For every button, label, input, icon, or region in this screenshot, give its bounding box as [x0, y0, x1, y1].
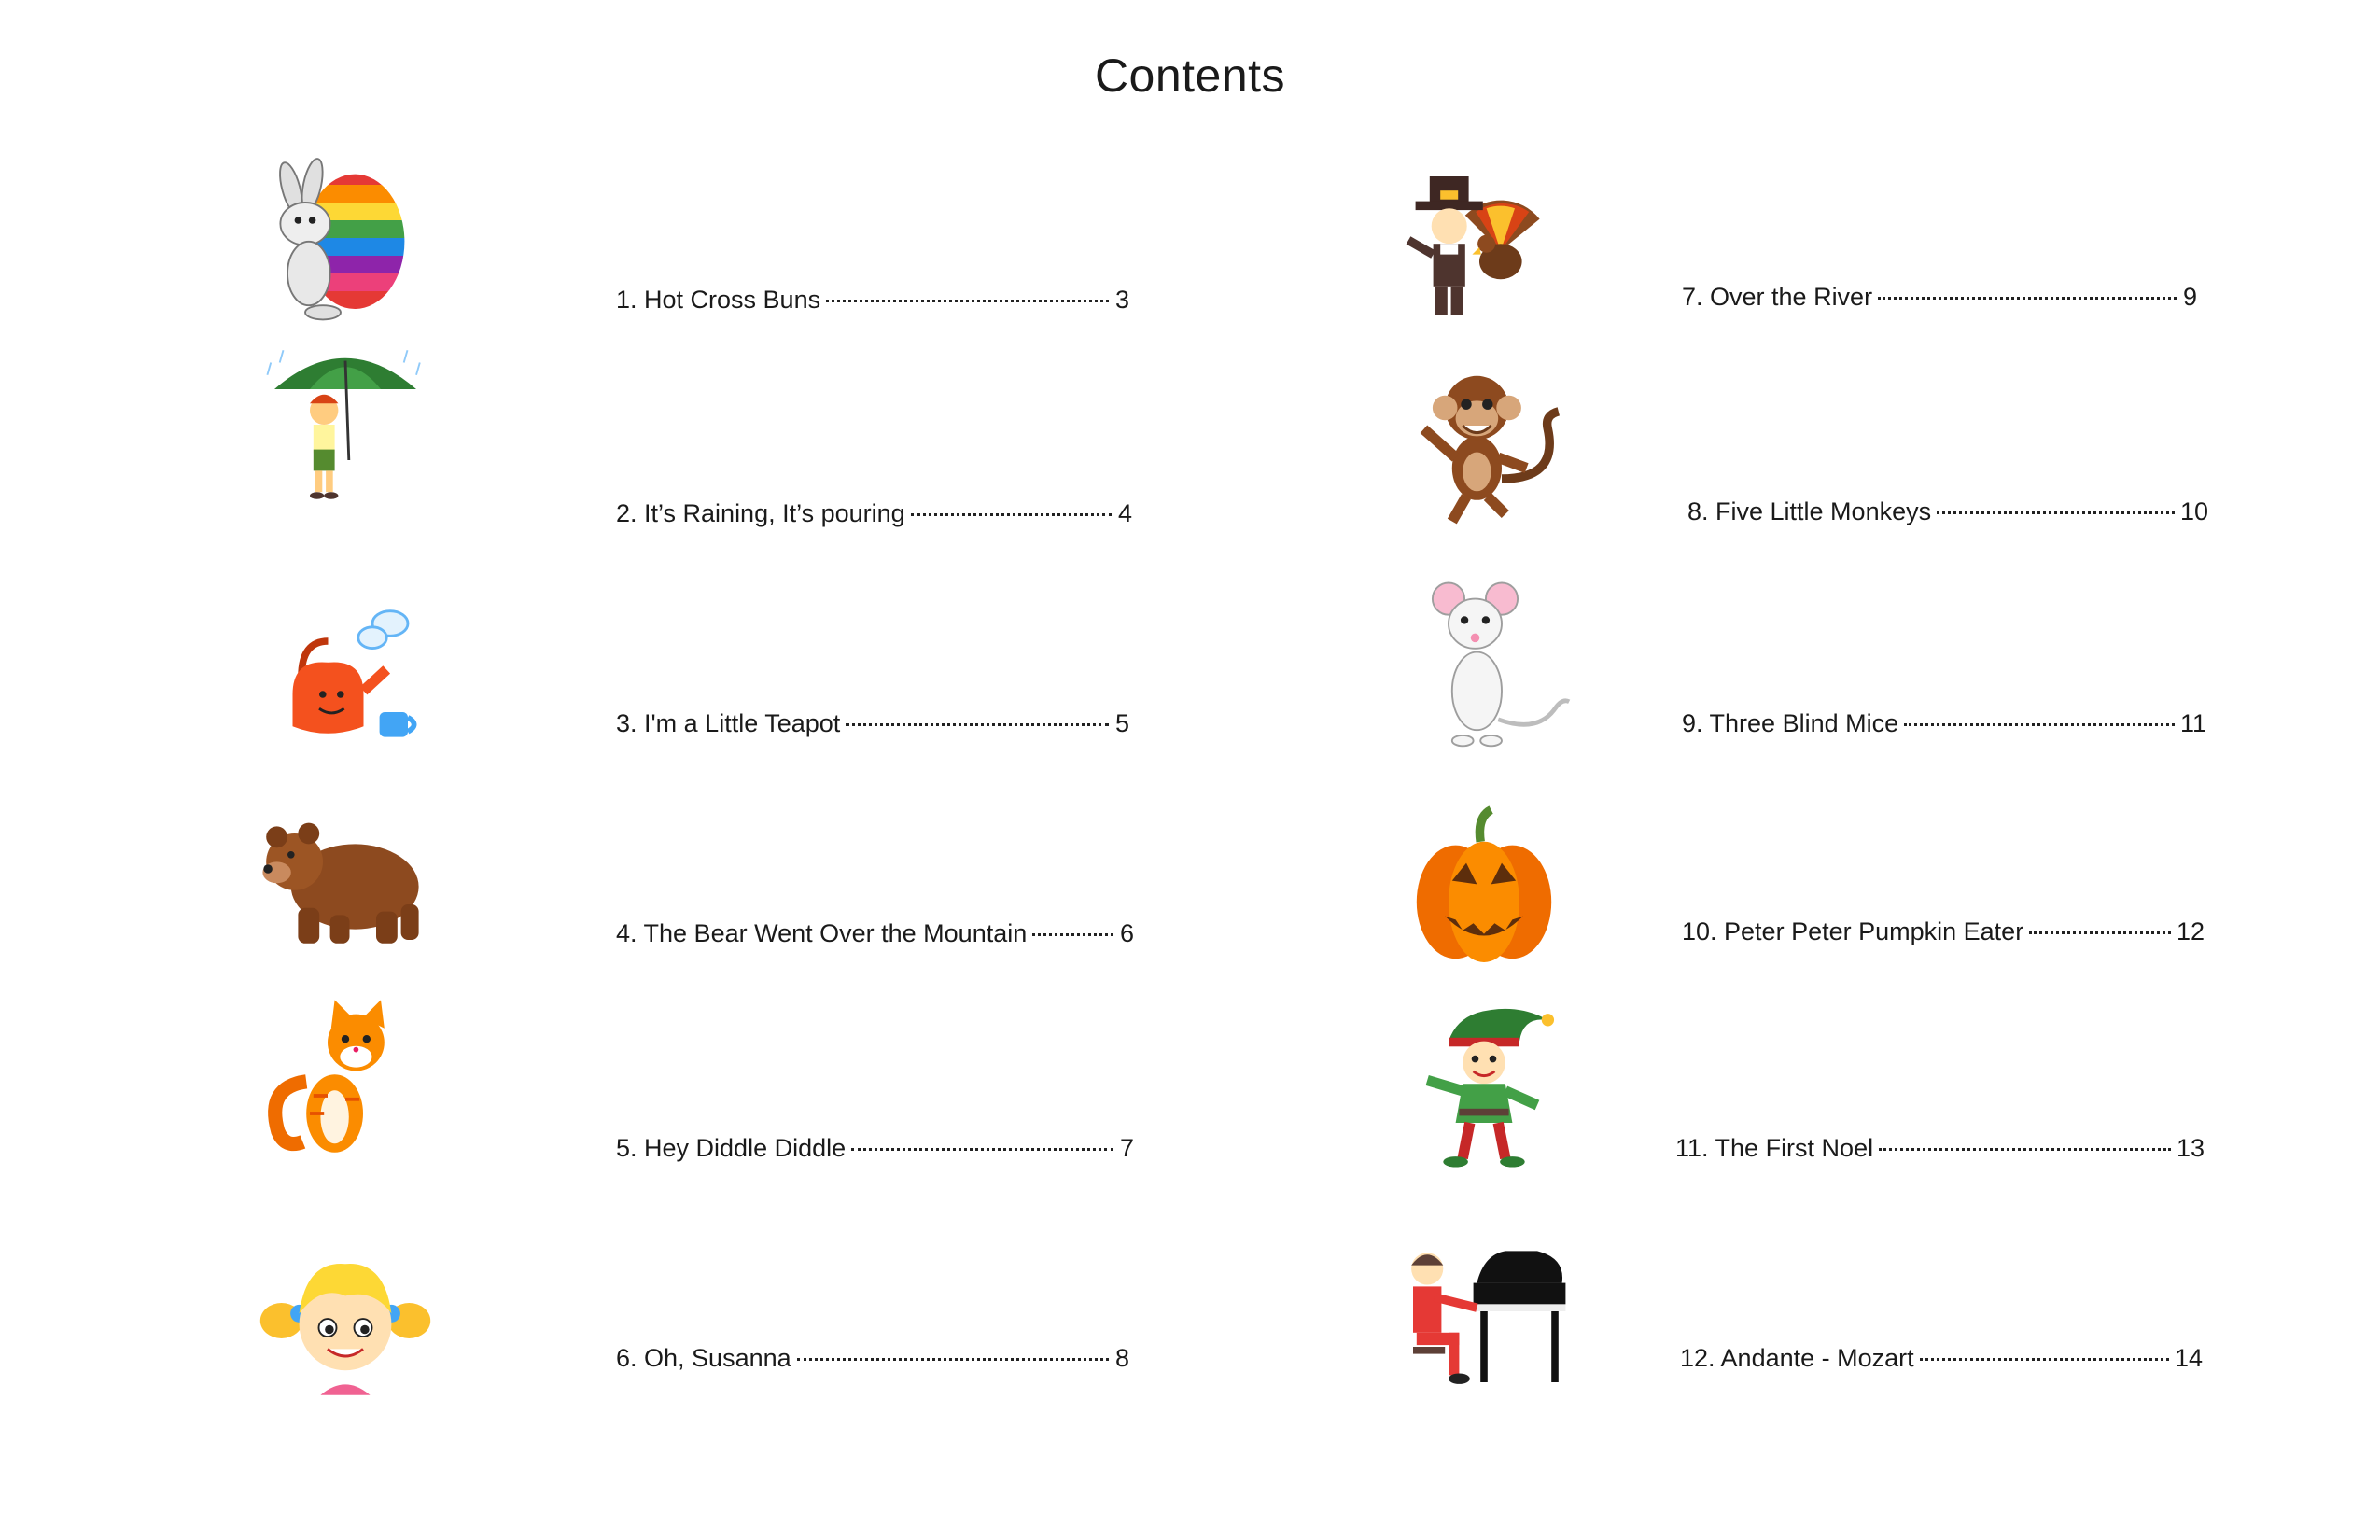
toc-entry-1[interactable] [616, 286, 1129, 315]
dot-leader [1878, 297, 2177, 300]
toc-entry-5[interactable] [616, 1134, 1134, 1163]
entry-title: 7. Over the River [1682, 283, 1873, 311]
page-title: Contents [1094, 49, 1286, 102]
jack-o-lantern-icon [1395, 803, 1573, 980]
entry-page-number: 6 [1119, 919, 1134, 947]
entry-page-number: 3 [1114, 286, 1129, 314]
entry-title: 5. Hey Diddle Diddle [616, 1134, 847, 1162]
dot-leader [1879, 1148, 2171, 1151]
orange-cat-icon [257, 989, 434, 1167]
entry-title: 8. Five Little Monkeys [1687, 497, 1932, 525]
white-mouse-icon [1395, 574, 1573, 751]
dot-leader [1904, 723, 2175, 726]
toc-entry-4[interactable] [616, 919, 1134, 948]
pilgrim-turkey-icon [1391, 159, 1568, 336]
dot-leader [1920, 1358, 2169, 1361]
dot-leader [797, 1358, 1109, 1361]
entry-page-number: 14 [2174, 1344, 2203, 1372]
entry-title: 2. It’s Raining, It’s pouring [616, 499, 905, 527]
entry-page-number: 9 [2182, 283, 2197, 311]
toc-entry-6[interactable] [616, 1344, 1129, 1373]
entry-title: 9. Three Blind Mice [1682, 709, 1899, 737]
entry-page-number: 11 [2179, 709, 2206, 737]
toc-entry-8[interactable] [1687, 497, 2208, 526]
dot-leader [2029, 931, 2171, 934]
girl-pigtails-icon [257, 1232, 434, 1409]
toc-entry-9[interactable] [1682, 709, 2206, 738]
toc-entry-12[interactable] [1680, 1344, 2203, 1373]
toc-entry-2[interactable] [616, 499, 1132, 528]
monkey-icon [1395, 355, 1573, 532]
toc-entry-3[interactable] [616, 709, 1129, 738]
dot-leader [826, 300, 1109, 302]
toc-entry-7[interactable] [1682, 283, 2197, 312]
entry-page-number: 13 [2176, 1134, 2205, 1162]
entry-page-number: 12 [2176, 917, 2205, 945]
entry-page-number: 5 [1114, 709, 1129, 737]
entry-title: 3. I'm a Little Teapot [616, 709, 841, 737]
dot-leader [1032, 933, 1113, 936]
entry-page-number: 10 [2179, 497, 2208, 525]
boy-umbrella-rain-icon [257, 336, 434, 513]
christmas-elf-icon [1395, 999, 1573, 1176]
bunny-easter-egg-icon [252, 149, 429, 327]
entry-page-number: 8 [1114, 1344, 1129, 1372]
entry-title: 6. Oh, Susanna [616, 1344, 791, 1372]
entry-page-number: 7 [1119, 1134, 1134, 1162]
entry-title: 10. Peter Peter Pumpkin Eater [1682, 917, 2024, 945]
toc-entry-11[interactable] [1675, 1134, 2205, 1163]
dot-leader [1937, 511, 2175, 514]
teapot-cup-icon [266, 588, 443, 765]
dot-leader [846, 723, 1109, 726]
entry-title: 11. The First Noel [1675, 1134, 1874, 1162]
brown-bear-icon [252, 798, 429, 975]
dot-leader [851, 1148, 1113, 1151]
boy-piano-icon [1395, 1223, 1573, 1400]
dot-leader [911, 513, 1112, 516]
entry-title: 12. Andante - Mozart [1680, 1344, 1914, 1372]
entry-page-number: 4 [1117, 499, 1132, 527]
entry-title: 4. The Bear Went Over the Mountain [616, 919, 1028, 947]
toc-entry-10[interactable] [1682, 917, 2205, 946]
entry-title: 1. Hot Cross Buns [616, 286, 821, 314]
